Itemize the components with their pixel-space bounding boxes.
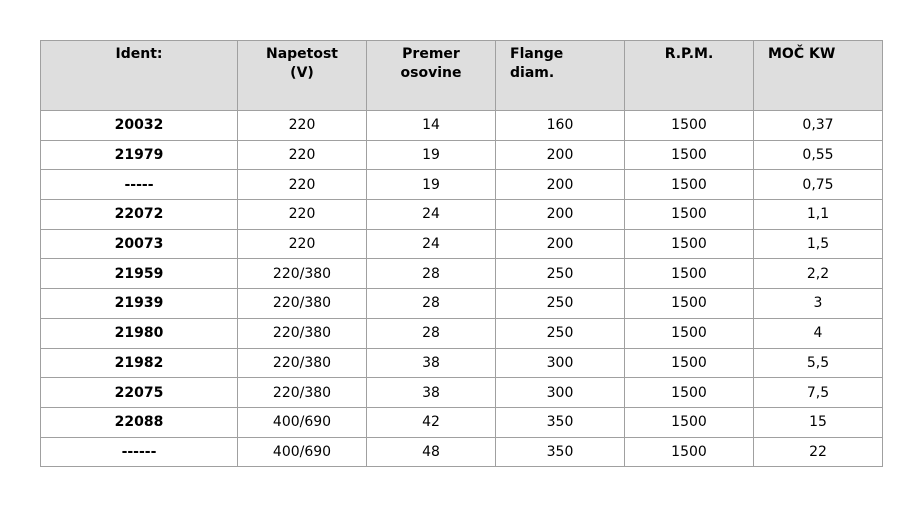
cell-flange-diameter: 200 <box>496 170 625 200</box>
cell-rpm: 1500 <box>625 140 754 170</box>
cell-shaft-diameter: 48 <box>367 437 496 467</box>
cell-voltage: 400/690 <box>238 407 367 437</box>
cell-ident: 21980 <box>41 318 238 348</box>
cell-shaft-diameter: 38 <box>367 378 496 408</box>
cell-flange-diameter: 350 <box>496 437 625 467</box>
cell-ident: 22072 <box>41 200 238 230</box>
cell-rpm: 1500 <box>625 378 754 408</box>
cell-ident: ------ <box>41 437 238 467</box>
table-row <box>41 200 883 230</box>
table-row <box>41 407 883 437</box>
cell-power-kw: 4 <box>754 318 883 348</box>
table-row <box>41 437 883 467</box>
cell-shaft-diameter: 28 <box>367 318 496 348</box>
cell-shaft-diameter: 24 <box>367 229 496 259</box>
cell-rpm: 1500 <box>625 259 754 289</box>
cell-power-kw: 3 <box>754 289 883 319</box>
table-row <box>41 259 883 289</box>
cell-voltage: 220/380 <box>238 318 367 348</box>
cell-shaft-diameter: 42 <box>367 407 496 437</box>
cell-rpm: 1500 <box>625 200 754 230</box>
cell-voltage: 220 <box>238 140 367 170</box>
table-row <box>41 229 883 259</box>
cell-ident: 22088 <box>41 407 238 437</box>
cell-flange-diameter: 350 <box>496 407 625 437</box>
cell-flange-diameter: 300 <box>496 348 625 378</box>
table-row <box>41 348 883 378</box>
cell-shaft-diameter: 24 <box>367 200 496 230</box>
cell-rpm: 1500 <box>625 170 754 200</box>
cell-shaft-diameter: 14 <box>367 111 496 141</box>
cell-voltage: 220 <box>238 170 367 200</box>
cell-ident: ----- <box>41 170 238 200</box>
cell-flange-diameter: 250 <box>496 259 625 289</box>
header-shaft-diameter: Premer osovine <box>367 41 496 111</box>
cell-power-kw: 2,2 <box>754 259 883 289</box>
table-row <box>41 378 883 408</box>
cell-voltage: 220 <box>238 200 367 230</box>
header-row <box>41 41 883 111</box>
cell-power-kw: 22 <box>754 437 883 467</box>
cell-ident: 20073 <box>41 229 238 259</box>
cell-ident: 21982 <box>41 348 238 378</box>
cell-power-kw: 0,75 <box>754 170 883 200</box>
table-row <box>41 170 883 200</box>
cell-flange-diameter: 200 <box>496 200 625 230</box>
cell-flange-diameter: 250 <box>496 318 625 348</box>
header-voltage: Napetost (V) <box>238 41 367 111</box>
header-ident: Ident: <box>41 41 238 111</box>
cell-rpm: 1500 <box>625 348 754 378</box>
cell-power-kw: 0,55 <box>754 140 883 170</box>
cell-voltage: 220 <box>238 111 367 141</box>
cell-rpm: 1500 <box>625 229 754 259</box>
cell-ident: 20032 <box>41 111 238 141</box>
table-row <box>41 289 883 319</box>
motor-spec-table <box>40 40 883 467</box>
cell-shaft-diameter: 19 <box>367 140 496 170</box>
table-row <box>41 111 883 141</box>
cell-flange-diameter: 200 <box>496 140 625 170</box>
cell-voltage: 220 <box>238 229 367 259</box>
header-flange-diameter: Flange diam. <box>496 41 625 111</box>
cell-rpm: 1500 <box>625 318 754 348</box>
cell-shaft-diameter: 28 <box>367 259 496 289</box>
cell-flange-diameter: 300 <box>496 378 625 408</box>
cell-shaft-diameter: 28 <box>367 289 496 319</box>
table-header <box>41 41 883 111</box>
header-power-kw: MOČ KW <box>754 41 883 111</box>
cell-flange-diameter: 250 <box>496 289 625 319</box>
cell-voltage: 220/380 <box>238 378 367 408</box>
cell-power-kw: 1,1 <box>754 200 883 230</box>
cell-rpm: 1500 <box>625 437 754 467</box>
cell-shaft-diameter: 38 <box>367 348 496 378</box>
cell-rpm: 1500 <box>625 111 754 141</box>
cell-ident: 21959 <box>41 259 238 289</box>
cell-shaft-diameter: 19 <box>367 170 496 200</box>
cell-power-kw: 15 <box>754 407 883 437</box>
cell-ident: 21979 <box>41 140 238 170</box>
cell-rpm: 1500 <box>625 407 754 437</box>
cell-power-kw: 0,37 <box>754 111 883 141</box>
cell-power-kw: 5,5 <box>754 348 883 378</box>
table-body <box>41 111 883 467</box>
table-row <box>41 318 883 348</box>
cell-power-kw: 7,5 <box>754 378 883 408</box>
cell-voltage: 220/380 <box>238 289 367 319</box>
cell-flange-diameter: 160 <box>496 111 625 141</box>
cell-voltage: 220/380 <box>238 259 367 289</box>
cell-rpm: 1500 <box>625 289 754 319</box>
cell-voltage: 220/380 <box>238 348 367 378</box>
cell-ident: 22075 <box>41 378 238 408</box>
cell-voltage: 400/690 <box>238 437 367 467</box>
header-rpm: R.P.M. <box>625 41 754 111</box>
cell-flange-diameter: 200 <box>496 229 625 259</box>
cell-power-kw: 1,5 <box>754 229 883 259</box>
cell-ident: 21939 <box>41 289 238 319</box>
table-row <box>41 140 883 170</box>
